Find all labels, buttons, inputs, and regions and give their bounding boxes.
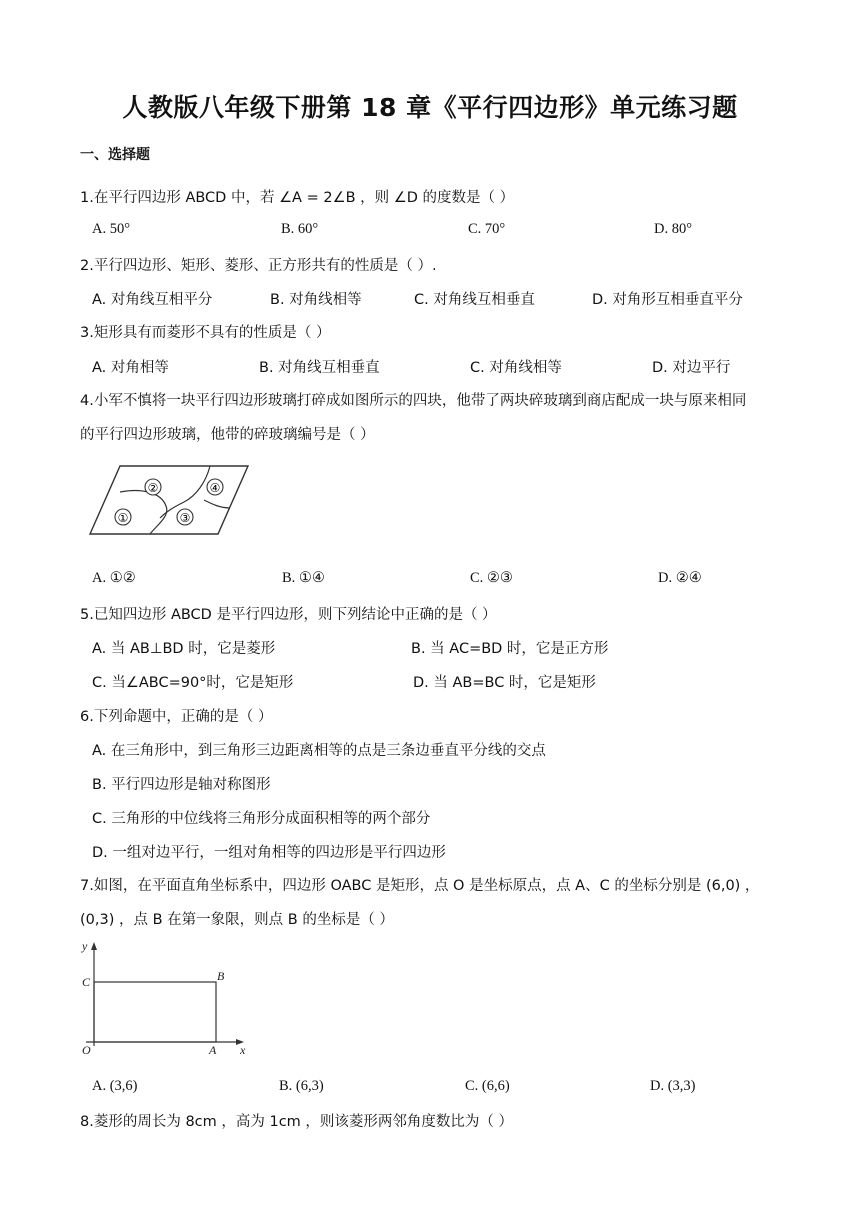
q1-option-d: D. 80°	[654, 221, 693, 237]
q2-option-c: C. 对角线互相垂直	[414, 292, 535, 308]
q4-option-d: D. ②④	[658, 570, 702, 586]
piece-label-2: ②	[147, 481, 159, 495]
q4-option-b: B. ①④	[282, 570, 325, 586]
q3-option-d: D. 对边平行	[652, 360, 731, 376]
q1-option-c: C. 70°	[468, 221, 506, 237]
piece-label-4: ④	[209, 481, 221, 495]
q7-option-c: C. (6,6)	[465, 1078, 510, 1094]
question-2-stem: 2.平行四边形、矩形、菱形、正方形共有的性质是（ ）.	[80, 258, 437, 274]
coordinate-rectangle-figure	[78, 938, 254, 1058]
question-5-stem: 5.已知四边形 ABCD 是平行四边形，则下列结论中正确的是（ ）	[80, 607, 497, 623]
question-4-stem-line2: 的平行四边形玻璃，他带的碎玻璃编号是（ ）	[80, 427, 375, 443]
piece-label-1: ①	[117, 511, 129, 525]
q5-option-d: D. 当 AB=BC 时，它是矩形	[413, 675, 596, 691]
q1-option-b: B. 60°	[281, 221, 319, 237]
question-1-stem: 1.在平行四边形 ABCD 中，若 ∠A = 2∠B ，则 ∠D 的度数是（ ）	[80, 190, 515, 206]
question-7-stem-line1: 7.如图，在平面直角坐标系中，四边形 OABC 是矩形，点 O 是坐标原点，点 A、C 的坐标分别是 (6,0) ，	[80, 878, 760, 894]
q3-option-a: A. 对角相等	[92, 360, 169, 376]
q6-option-c: C. 三角形的中位线将三角形分成面积相等的两个部分	[92, 811, 431, 827]
point-a-label: A	[209, 1043, 217, 1057]
question-4-stem-line1: 4.小军不慎将一块平行四边形玻璃打碎成如图所示的四块，他带了两块碎玻璃到商店配成一块与原来相同	[80, 393, 747, 409]
q5-option-a: A. 当 AB⊥BD 时，它是菱形	[92, 641, 276, 657]
q5-option-c: C. 当∠ABC=90°时，它是矩形	[92, 675, 294, 691]
q2-option-b: B. 对角线相等	[270, 292, 362, 308]
point-c-label: C	[82, 975, 91, 989]
point-b-label: B	[217, 969, 225, 983]
section-heading: 一、选择题	[80, 147, 150, 163]
page-title: 人教版八年级下册第 18 章《平行四边形》单元练习题	[122, 93, 738, 122]
question-6-stem: 6.下列命题中，正确的是（ ）	[80, 709, 273, 725]
q1-option-a: A. 50°	[92, 221, 131, 237]
q3-option-b: B. 对角线互相垂直	[259, 360, 380, 376]
x-axis-label: x	[240, 1043, 246, 1057]
q7-option-a: A. (3,6)	[92, 1078, 138, 1094]
q2-option-d: D. 对角形互相垂直平分	[592, 292, 743, 308]
q4-option-c: C. ②③	[470, 570, 513, 586]
q7-option-b: B. (6,3)	[279, 1078, 324, 1094]
y-axis-label: y	[82, 939, 88, 953]
q6-option-a: A. 在三角形中，到三角形三边距离相等的点是三条边垂直平分线的交点	[92, 743, 546, 759]
broken-glass-figure	[86, 462, 252, 538]
question-3-stem: 3.矩形具有而菱形不具有的性质是（ ）	[80, 325, 331, 341]
q6-option-d: D. 一组对边平行，一组对角相等的四边形是平行四边形	[92, 845, 446, 861]
piece-label-3: ③	[179, 511, 191, 525]
q6-option-b: B. 平行四边形是轴对称图形	[92, 777, 271, 793]
q7-option-d: D. (3,3)	[650, 1078, 696, 1094]
q3-option-c: C. 对角线相等	[470, 360, 562, 376]
question-7-stem-line2: (0,3) ，点 B 在第一象限，则点 B 的坐标是（ ）	[80, 912, 394, 928]
question-8-stem: 8.菱形的周长为 8cm ，高为 1cm ，则该菱形两邻角度数比为（ ）	[80, 1114, 514, 1130]
q5-option-b: B. 当 AC=BD 时，它是正方形	[411, 641, 609, 657]
point-o-label: O	[82, 1043, 91, 1057]
q2-option-a: A. 对角线互相平分	[92, 292, 213, 308]
q4-option-a: A. ①②	[92, 570, 136, 586]
